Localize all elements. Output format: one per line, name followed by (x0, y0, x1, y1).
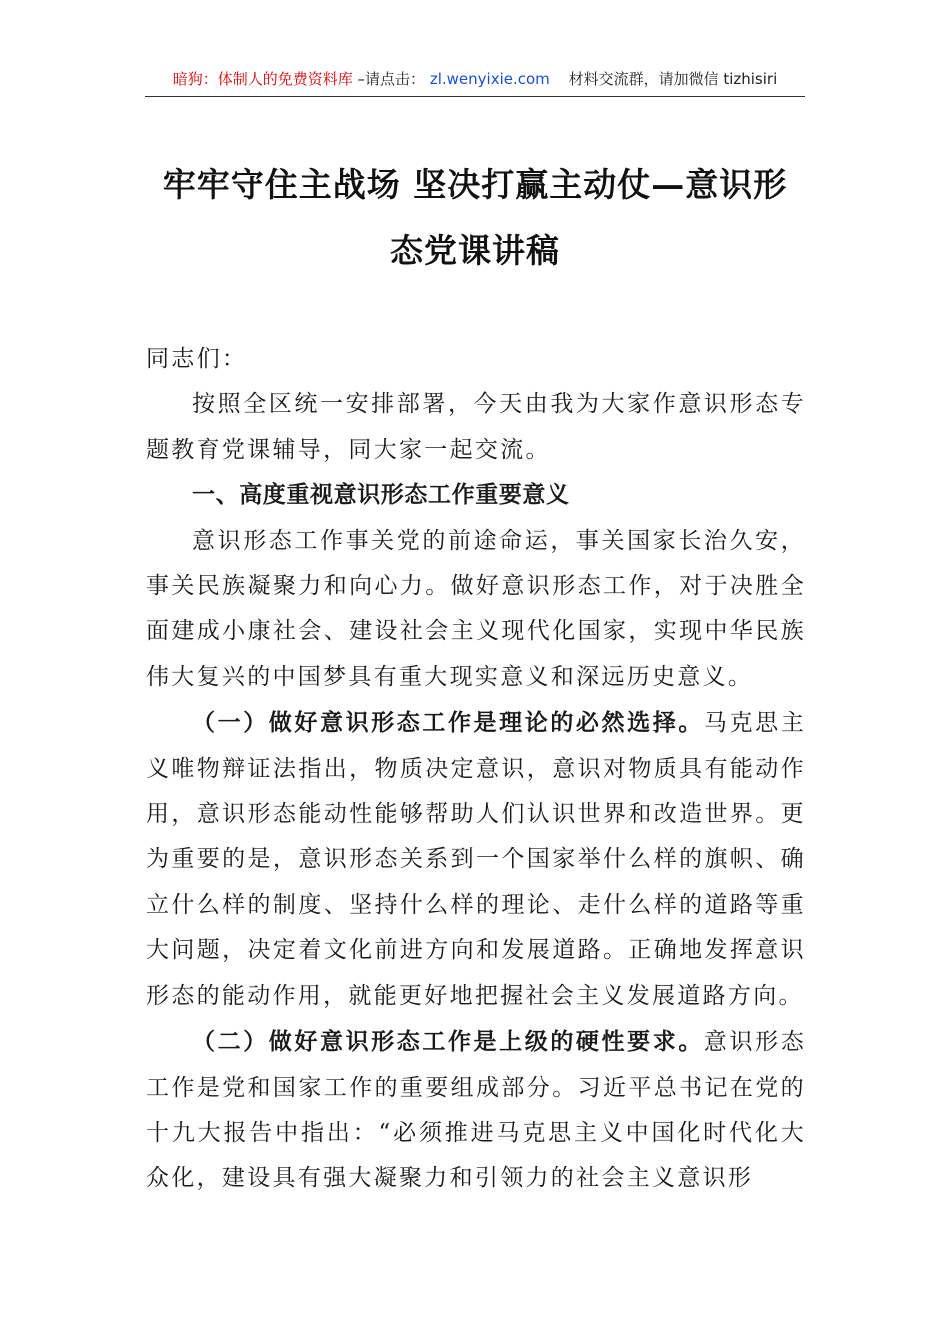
subsection-1-paragraph (146, 700, 806, 1019)
section-1-paragraph: 意识形态工作事关党的前途命运，事关国家长治久安，事关民族凝聚力和向心力。做好意识形态工作，对于决胜全面建成小康社会、建设社会主义现代化国家，实现中华民族伟大复兴的中国梦具有重大现实意义和深远历史意义。 (146, 527, 806, 690)
subsection-1-text: 马克思主义唯物辩证法指出，物质决定意识，意识对物质具有能动作用，意识形态能动性能够帮助人们认识世界和改造世界。更为重要的是，意识形态关系到一个国家举什么样的旗帜、确立什么样的制度、坚持什么样的理论、走什么样的道路等重大问题，决定着文化前进方向和发展道路。正确地发挥意识形态的能动作用，就能更好地把握社会主义发展道路方向。 (146, 710, 807, 1009)
page-header (145, 66, 805, 97)
salutation: 同志们： (146, 346, 248, 372)
title-line-2: 态党课讲稿 (390, 231, 560, 270)
header-url-link[interactable]: zl.wenyixie.com (429, 70, 550, 88)
title-line-1: 牢牢守住主战场 坚决打赢主动仗—意识形 (162, 165, 788, 204)
subsection-2-paragraph (146, 1019, 806, 1202)
header-group-note: 材料交流群，请加微信 tizhisiri (568, 70, 778, 88)
document-title (120, 152, 830, 284)
header-brand: 暗狗：体制人的免费资料库 (172, 70, 353, 88)
subsection-2-text: 意识形态工作是党和国家工作的重要组成部分。习近平总书记在党的十九大报告中指出：“必须推进马克思主义中国化时代化大众化，建设具有强大凝聚力和引领力的社会主义意识形 (146, 1029, 807, 1192)
document-body (146, 337, 806, 1202)
section-1-heading: 一、高度重视意识形态工作重要意义 (192, 482, 570, 509)
intro-paragraph: 按照全区统一安排部署，今天由我为大家作意识形态专题教育党课辅导，同大家一起交流。 (146, 391, 806, 463)
subsection-2-lead: （二）做好意识形态工作是上级的硬性要求。 (192, 1028, 704, 1056)
subsection-1-lead: （一）做好意识形态工作是理论的必然选择。 (192, 709, 704, 737)
header-click-prompt: –请点击： (357, 70, 426, 88)
